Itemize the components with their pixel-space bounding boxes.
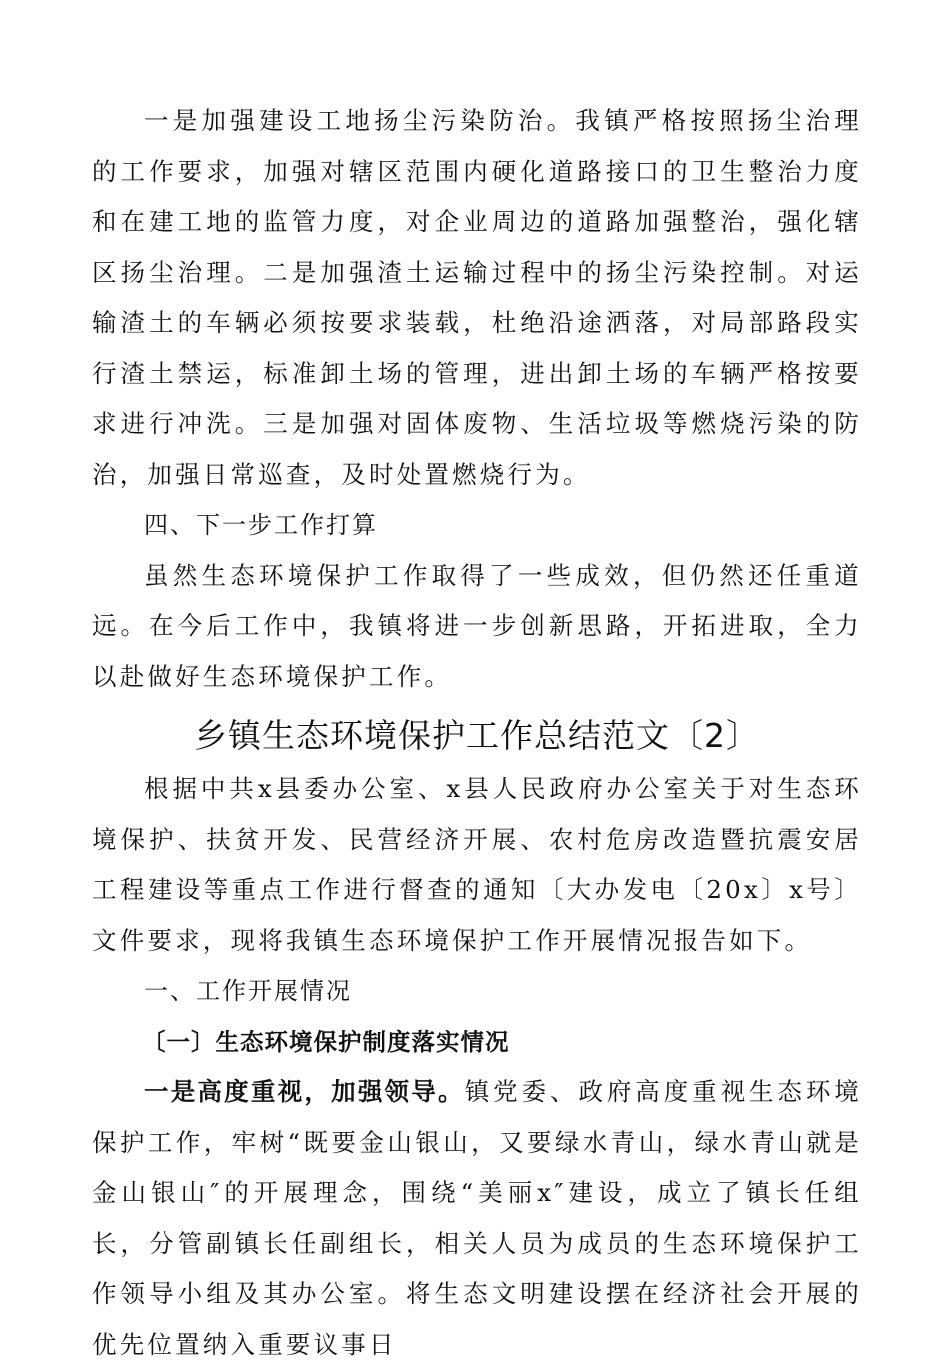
paragraph-next-steps: 虽然生态环境保护工作取得了一些成效，但仍然还任重道远。在今后工作中，我镇将进一步创新思路，开拓进取，全力以赴做好生态环境保护工作。 <box>92 560 862 691</box>
paragraph-leadership <box>92 1067 862 1370</box>
section-heading-work-status: 一、工作开展情况 <box>144 977 352 1005</box>
paragraph-lead-bold: 一是高度重视，加强领导。 <box>144 1077 465 1106</box>
subsection-heading-system-implementation: 〔一〕生态环境保护制度落实情况 <box>142 1027 510 1056</box>
section-heading-next-steps: 四、下一步工作打算 <box>144 511 378 539</box>
paragraph-dust-control: 一是加强建设工地扬尘污染防治。我镇严格按照扬尘治理的工作要求，加强对辖区范围内硬化道路接口的卫生整治力度和在建工地的监管力度，对企业周边的道路加强整治，强化辖区扬尘治理。二是加强渣土运输过程中的扬尘污染控制。对运输渣土的车辆必须按要求装载，杜绝沿途洒落，对局部路段实行渣土禁运，标准卸土场的管理，进出卸土场的车辆严格按要求进行冲洗。三是加强对固体废物、生活垃圾等燃烧污染的防治，加强日常巡查，及时处置燃烧行为。 <box>92 106 862 489</box>
paragraph-intro: 根据中共x县委办公室、x县人民政府办公室关于对生态环境保护、扶贫开发、民营经济开展、农村危房改造暨抗震安居工程建设等重点工作进行督查的通知〔大办发电〔20x〕x号〕文件要求，现将我镇生态环境保护工作开展情况报告如下。 <box>92 774 862 955</box>
document-body <box>92 96 862 1370</box>
article-title: 乡镇生态环境保护工作总结范文〔2〕 <box>194 716 760 755</box>
paragraph-lead-text: 镇党委、政府高度重视生态环境保护工作，牢树“既要金山银山，又要绿水青山，绿水青山就是金山银山″的开展理念，围绕“美丽x″建设，成立了镇长任组长，分管副镇长任副组长，相关人员为成员的生态环境保护工作领导小组及其办公室。将生态文明建设摆在经济社会开展的优先位置纳入重要议事日 <box>92 1077 862 1359</box>
